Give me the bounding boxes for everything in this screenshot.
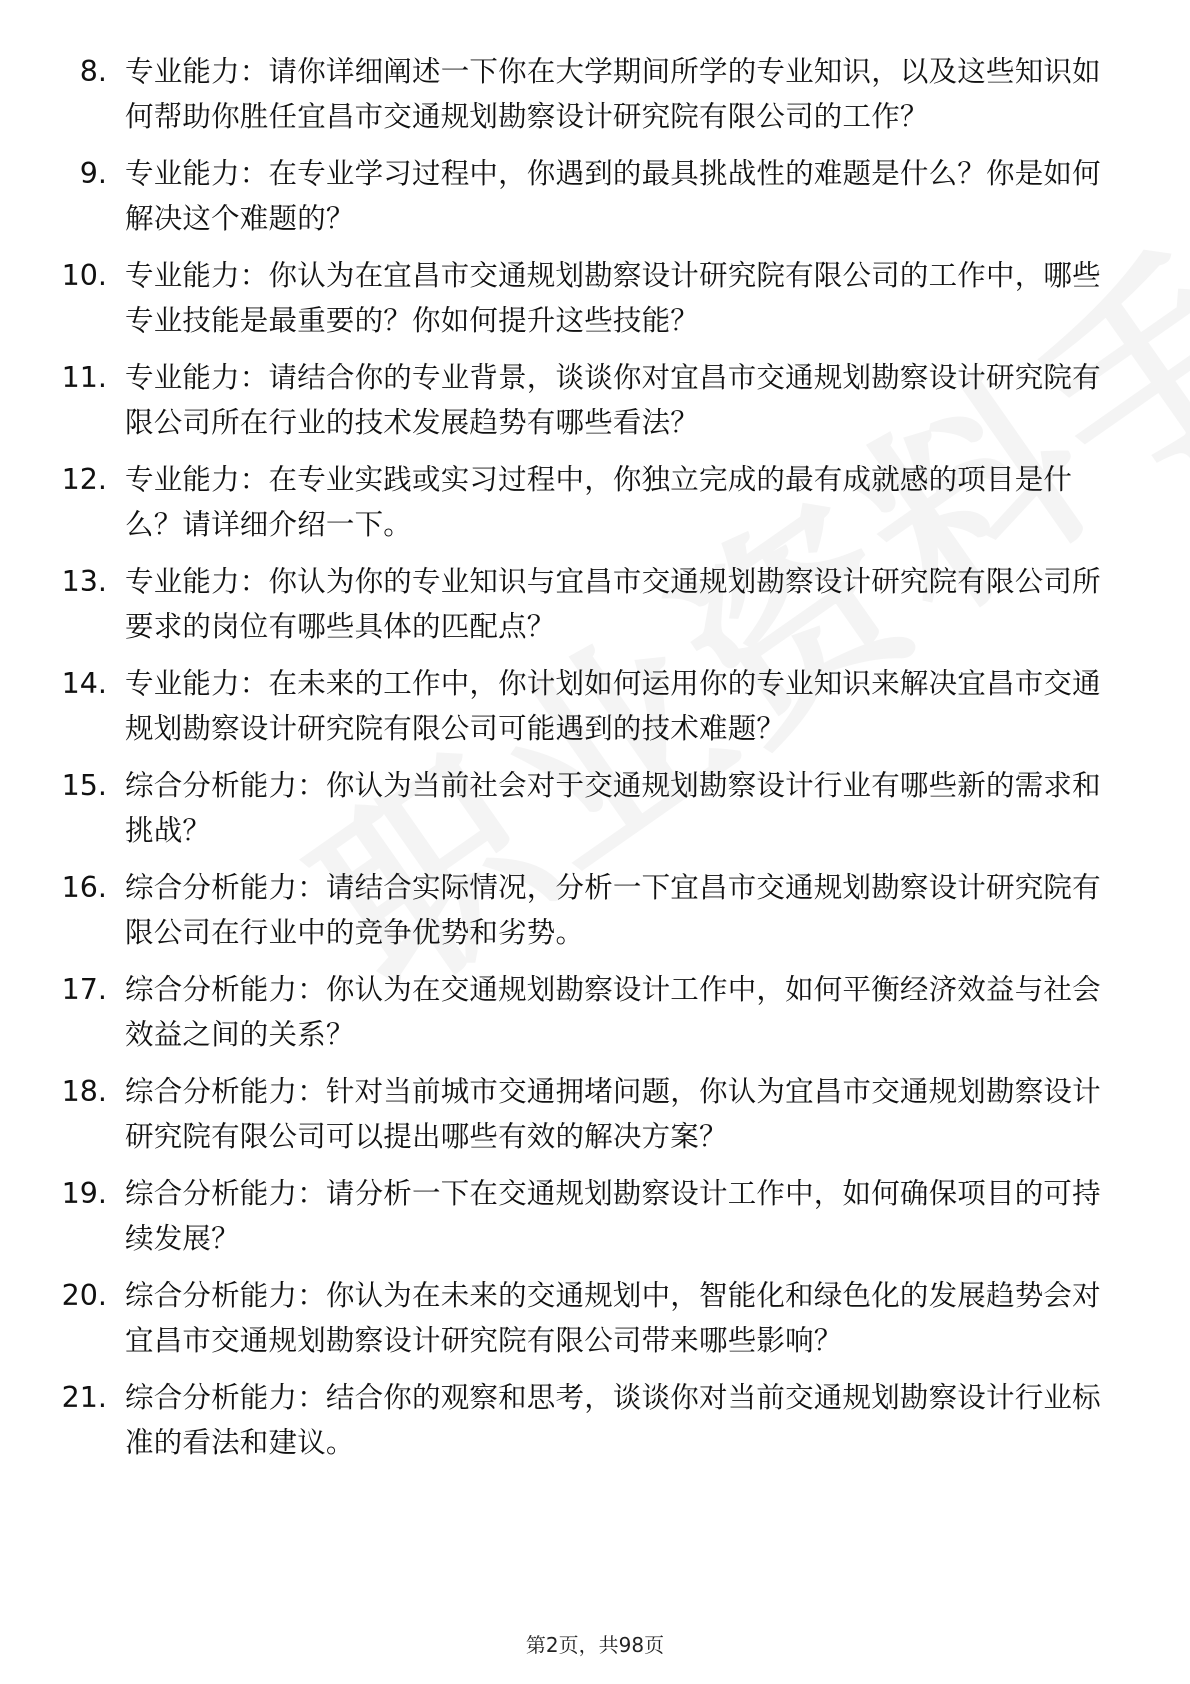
- question-number: 16.: [61, 871, 107, 904]
- question-item: [0, 152, 1190, 241]
- question-item: [0, 1070, 1190, 1159]
- question-text: 专业能力：请你详细阐述一下你在大学期间所学的专业知识，以及这些知识如何帮助你胜任宜昌市交通规划勘察设计研究院有限公司的工作？: [125, 55, 1101, 133]
- page-number-label: 第2页，共98页: [525, 1633, 665, 1657]
- question-item: [0, 968, 1190, 1057]
- question-list: [0, 50, 1190, 1478]
- question-item: [0, 1274, 1190, 1363]
- question-number: 18.: [61, 1075, 107, 1108]
- question-number: 13.: [61, 565, 107, 598]
- question-text: 专业能力：在未来的工作中，你计划如何运用你的专业知识来解决宜昌市交通规划勘察设计研究院有限公司可能遇到的技术难题？: [125, 667, 1101, 745]
- page-footer: [0, 1629, 1190, 1658]
- question-number: 14.: [61, 667, 107, 700]
- question-text: 专业能力：你认为在宜昌市交通规划勘察设计研究院有限公司的工作中，哪些专业技能是最重要的？你如何提升这些技能？: [125, 259, 1101, 337]
- question-item: [0, 662, 1190, 751]
- question-text: 综合分析能力：你认为在未来的交通规划中，智能化和绿色化的发展趋势会对宜昌市交通规划勘察设计研究院有限公司带来哪些影响？: [125, 1279, 1101, 1357]
- question-number: 10.: [61, 259, 107, 292]
- question-text: 专业能力：在专业实践或实习过程中，你独立完成的最有成就感的项目是什么？请详细介绍一下。: [125, 463, 1073, 541]
- question-text: 综合分析能力：请结合实际情况，分析一下宜昌市交通规划勘察设计研究院有限公司在行业中的竞争优势和劣势。: [125, 871, 1101, 949]
- question-number: 15.: [61, 769, 107, 802]
- question-number: 8.: [79, 55, 107, 88]
- question-item: [0, 764, 1190, 853]
- question-number: 19.: [61, 1177, 107, 1210]
- question-item: [0, 866, 1190, 955]
- question-text: 综合分析能力：结合你的观察和思考，谈谈你对当前交通规划勘察设计行业标准的看法和建议。: [125, 1381, 1101, 1459]
- question-item: [0, 254, 1190, 343]
- question-item: [0, 356, 1190, 445]
- question-text: 综合分析能力：你认为当前社会对于交通规划勘察设计行业有哪些新的需求和挑战？: [125, 769, 1101, 847]
- question-text: 综合分析能力：针对当前城市交通拥堵问题，你认为宜昌市交通规划勘察设计研究院有限公司可以提出哪些有效的解决方案？: [125, 1075, 1101, 1153]
- question-text: 综合分析能力：你认为在交通规划勘察设计工作中，如何平衡经济效益与社会效益之间的关系？: [125, 973, 1101, 1051]
- question-text: 专业能力：请结合你的专业背景，谈谈你对宜昌市交通规划勘察设计研究院有限公司所在行业的技术发展趋势有哪些看法？: [125, 361, 1101, 439]
- question-number: 20.: [61, 1279, 107, 1312]
- question-number: 21.: [61, 1381, 107, 1414]
- question-text: 专业能力：在专业学习过程中，你遇到的最具挑战性的难题是什么？你是如何解决这个难题的？: [125, 157, 1101, 235]
- question-number: 9.: [79, 157, 107, 190]
- question-text: 专业能力：你认为你的专业知识与宜昌市交通规划勘察设计研究院有限公司所要求的岗位有哪些具体的匹配点？: [125, 565, 1101, 643]
- question-item: [0, 1376, 1190, 1465]
- question-number: 17.: [61, 973, 107, 1006]
- question-number: 12.: [61, 463, 107, 496]
- question-number: 11.: [61, 361, 107, 394]
- question-item: [0, 560, 1190, 649]
- question-item: [0, 458, 1190, 547]
- question-item: [0, 1172, 1190, 1261]
- question-text: 综合分析能力：请分析一下在交通规划勘察设计工作中，如何确保项目的可持续发展？: [125, 1177, 1101, 1255]
- question-item: [0, 50, 1190, 139]
